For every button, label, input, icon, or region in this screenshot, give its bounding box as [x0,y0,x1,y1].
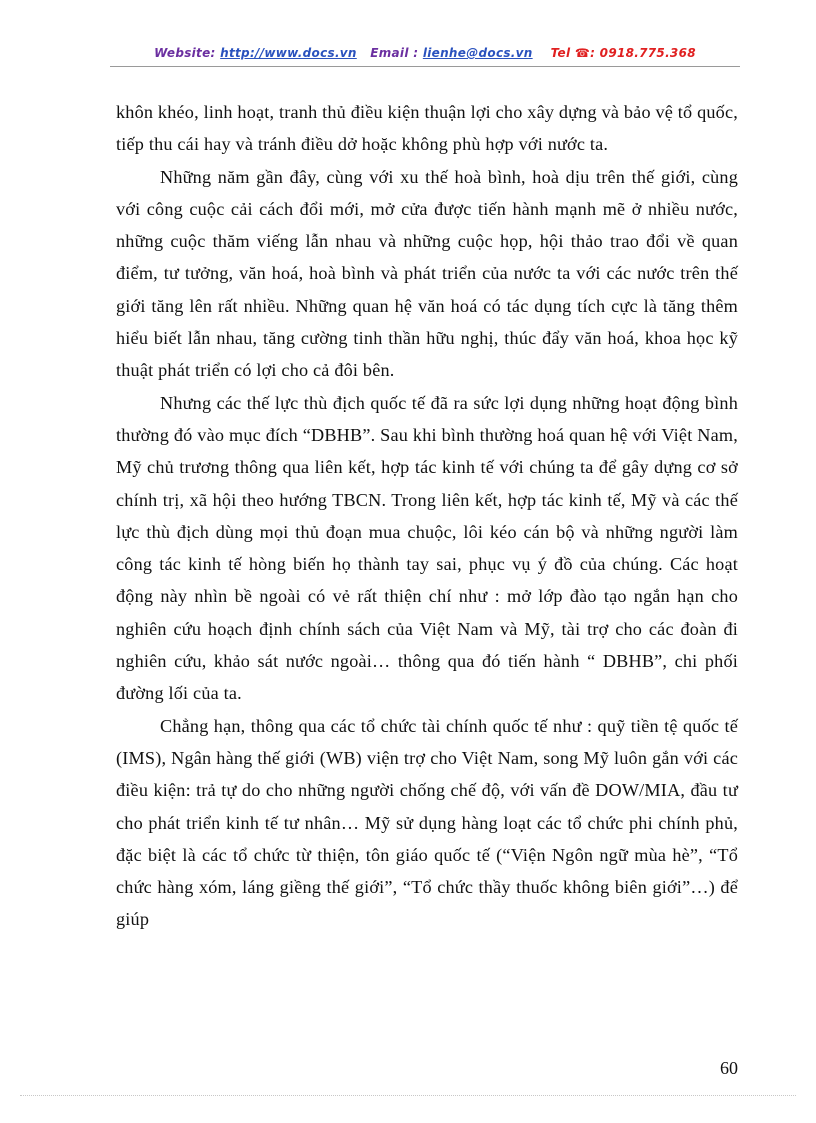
paragraph-1: khôn khéo, linh hoạt, tranh thủ điều kiện thuận lợi cho xây dựng và bảo vệ tổ quốc, tiếp thu cái hay và tránh điều dở hoặc không phù hợp với nước ta. [116,102,738,155]
tel-number: : 0918.775.368 [590,46,696,60]
footer-divider [20,1095,796,1096]
website-link[interactable]: http://www.docs.vn [220,46,357,60]
phone-icon: ☎ [574,46,591,60]
paragraph-2: Những năm gần đây, cùng với xu thế hoà bình, hoà dịu trên thế giới, cùng với công cuộc cải cách đổi mới, mở cửa được tiến hành mạnh mẽ ở nhiều nước, những cuộc thăm viếng lẫn nhau và những cuộc họp, hội thảo trao đổi về quan điểm, tư tưởng, văn hoá, hoà bình và phát triển của nước ta với các nước trên thế giới tăng lên rất nhiều. Những quan hệ văn hoá có tác dụng tích cực là tăng thêm hiểu biết lẫn nhau, tăng cường tinh thần hữu nghị, thúc đẩy văn hoá, khoa học kỹ thuật phát triển có lợi cho cả đôi bên. [116,166,738,381]
website-label: Website [154,46,211,60]
email-separator: : [413,46,419,60]
page-number: 60 [720,1058,738,1078]
document-body [116,96,738,936]
tel-label: Tel [550,46,571,60]
email-link[interactable]: lienhe@docs.vn [422,46,533,60]
website-separator: : [210,46,216,60]
paragraph-4: Chẳng hạn, thông qua các tổ chức tài chính quốc tế như : quỹ tiền tệ quốc tế (IMS), Ngân hàng thế giới (WB) viện trợ cho Việt Nam, song Mỹ luôn gắn với các điều kiện: trả tự do cho những người chống chế độ, với vấn đề DOW/MIA, đầu tư cho phát triển kinh tế tư nhân… Mỹ sử dụng hàng loạt các tổ chức phi chính phủ, đặc biệt là các tổ chức từ thiện, tôn giáo quốc tế (“Viện Ngôn ngữ mùa hè”, “Tổ chức hàng xóm, láng giềng thế giới”, “Tổ chức thầy thuốc không biên giới”…) để giúp [116,715,738,930]
email-label: Email [370,46,409,60]
page-header [110,46,740,60]
paragraph-3: Nhưng các thế lực thù địch quốc tế đã ra sức lợi dụng những hoạt động bình thường đó vào mục đích “DBHB”. Sau khi bình thường hoá quan hệ với Việt Nam, Mỹ chủ trương thông qua liên kết, hợp tác kinh tế với chúng ta để gây dựng cơ sở chính trị, xã hội theo hướng TBCN. Trong liên kết, hợp tác kinh tế, Mỹ và các thế lực thù địch dùng mọi thủ đoạn mua chuộc, lôi kéo cán bộ và những người làm công tác kinh tế hòng biến họ thành tay sai, phục vụ ý đồ của chúng. Các hoạt động này nhìn bề ngoài có vẻ rất thiện chí như : mở lớp đào tạo ngắn hạn cho nghiên cứu hoạch định chính sách của Việt Nam và Mỹ, tài trợ cho các đoàn đi nghiên cứu, khảo sát nước ngoài… thông qua đó tiến hành “ DBHB”, chi phối đường lối của ta. [116,392,738,704]
header-divider [110,66,740,67]
